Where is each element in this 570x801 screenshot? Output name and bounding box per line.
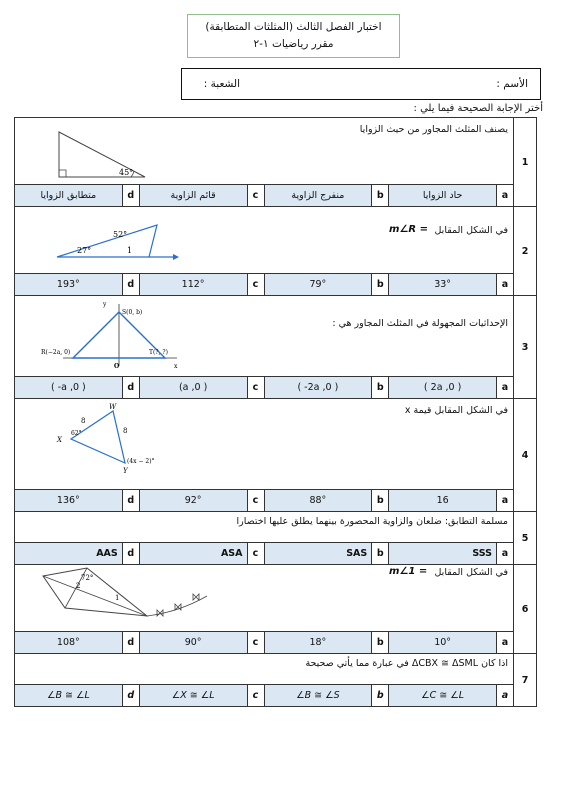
options-row bbox=[15, 185, 537, 207]
option-letter: a bbox=[496, 685, 513, 706]
option-c[interactable]: 92° bbox=[139, 490, 247, 511]
exam-subtitle: مقرر رياضيات ١-٢ bbox=[253, 38, 334, 50]
question-text: اذا كان ΔCBX ≅ ΔSML في عبارة مما يأتي صحيحة bbox=[305, 658, 508, 669]
question-text: الإحداثيات المجهولة في المثلث المجاور هي : bbox=[332, 318, 508, 329]
question-text: يصنف المثلث المجاور من حيث الزوايا bbox=[359, 124, 508, 135]
option-d[interactable]: 193° bbox=[15, 274, 122, 295]
instructions: أختر الإجابة الصحيحة فيما يلي : bbox=[413, 103, 543, 114]
exam-header bbox=[187, 14, 400, 58]
option-a[interactable]: 16 bbox=[388, 490, 496, 511]
point-label: R(−2a, 0) bbox=[41, 349, 71, 356]
kite-figure bbox=[29, 566, 219, 630]
axis-label: y bbox=[103, 301, 107, 308]
angle-label: 52° bbox=[113, 230, 128, 239]
option-letter: d bbox=[122, 632, 139, 653]
option-letter: a bbox=[496, 185, 513, 206]
option-letter: d bbox=[122, 377, 139, 398]
option-letter: b bbox=[371, 274, 388, 295]
options-row bbox=[15, 543, 537, 565]
question-4-content bbox=[15, 399, 514, 490]
options-row bbox=[15, 377, 537, 399]
option-letter: c bbox=[247, 632, 264, 653]
question-number: 3 bbox=[514, 296, 537, 399]
option-c[interactable]: ∠X ≅ ∠L bbox=[139, 685, 247, 706]
option-d[interactable]: متطابق الزوايا bbox=[15, 185, 122, 206]
question-text: في الشكل المقابل bbox=[434, 225, 508, 236]
angle-label: 27° bbox=[77, 246, 92, 255]
point-label: T(?, ?) bbox=[149, 349, 168, 356]
question-number: 6 bbox=[514, 565, 537, 654]
option-d[interactable]: ( -a ,0 ) bbox=[15, 377, 122, 398]
angle-label: 62° bbox=[71, 430, 82, 437]
option-letter: c bbox=[247, 543, 264, 564]
option-d[interactable]: ∠B ≅ ∠L bbox=[15, 685, 122, 706]
question-number: 1 bbox=[514, 118, 537, 207]
question-number: 5 bbox=[514, 512, 537, 565]
question-2-content bbox=[15, 207, 514, 274]
triangle-figure bbox=[53, 401, 183, 481]
option-c[interactable]: 90° bbox=[139, 632, 247, 653]
option-letter: b bbox=[371, 632, 388, 653]
angle-label: 45° bbox=[119, 168, 134, 177]
option-letter: b bbox=[371, 377, 388, 398]
section-label: الشعبة : bbox=[203, 78, 240, 90]
option-letter: b bbox=[371, 685, 388, 706]
options-row bbox=[15, 632, 537, 654]
option-letter: a bbox=[496, 274, 513, 295]
option-letter: b bbox=[371, 490, 388, 511]
option-a[interactable]: 10° bbox=[388, 632, 496, 653]
question-3-content bbox=[15, 296, 514, 377]
side-label: 8 bbox=[123, 427, 128, 435]
option-letter: c bbox=[247, 185, 264, 206]
options-row bbox=[15, 274, 537, 296]
option-letter: c bbox=[247, 490, 264, 511]
exam-title: اختبار الفصل الثالث (المثلثات المتطابقة) bbox=[205, 21, 382, 33]
question-2 bbox=[15, 207, 537, 274]
option-a[interactable]: 33° bbox=[388, 274, 496, 295]
option-letter: a bbox=[496, 543, 513, 564]
question-3 bbox=[15, 296, 537, 377]
question-number: 7 bbox=[514, 654, 537, 707]
question-6 bbox=[15, 565, 537, 632]
option-b[interactable]: SAS bbox=[264, 543, 372, 564]
angle-label: 2 bbox=[76, 582, 81, 590]
question-6-content bbox=[15, 565, 514, 632]
option-letter: a bbox=[496, 632, 513, 653]
question-4 bbox=[15, 399, 537, 490]
option-d[interactable]: 136° bbox=[15, 490, 122, 511]
option-d[interactable]: AAS bbox=[15, 543, 122, 564]
option-letter: a bbox=[496, 490, 513, 511]
option-letter: b bbox=[371, 185, 388, 206]
option-letter: d bbox=[122, 543, 139, 564]
question-1 bbox=[15, 118, 537, 185]
question-text: في الشكل المقابل bbox=[434, 567, 508, 578]
question-7 bbox=[15, 654, 537, 685]
question-expression: m∠R = bbox=[389, 224, 428, 235]
option-c[interactable]: (a ,0 ) bbox=[139, 377, 247, 398]
option-d[interactable]: 108° bbox=[15, 632, 122, 653]
option-a[interactable]: SSS bbox=[388, 543, 496, 564]
option-c[interactable]: 112° bbox=[139, 274, 247, 295]
side-label: 8 bbox=[81, 417, 86, 425]
vertex-label: X bbox=[57, 436, 62, 444]
angle-label: 72° bbox=[81, 574, 94, 582]
point-label: S(0, b) bbox=[122, 309, 143, 316]
name-label: الأسم : bbox=[496, 78, 528, 90]
questions-table bbox=[14, 117, 537, 707]
option-a[interactable]: ( 2a ,0 ) bbox=[388, 377, 496, 398]
option-letter: a bbox=[496, 377, 513, 398]
angle-expression: (4x − 2)° bbox=[127, 458, 155, 465]
vertex-label: Y bbox=[123, 467, 128, 475]
origin-label: O bbox=[114, 363, 120, 370]
option-b[interactable]: ( -2a ,0 ) bbox=[264, 377, 372, 398]
right-triangle-figure bbox=[49, 124, 159, 184]
option-letter: d bbox=[122, 185, 139, 206]
option-b[interactable]: منفرج الزاوية bbox=[264, 185, 372, 206]
question-5 bbox=[15, 512, 537, 543]
option-b[interactable]: ∠B ≅ ∠S bbox=[264, 685, 372, 706]
vertex-label: W bbox=[109, 403, 117, 411]
student-info-box bbox=[181, 68, 541, 100]
option-b[interactable]: 88° bbox=[264, 490, 372, 511]
option-letter: c bbox=[247, 274, 264, 295]
option-letter: d bbox=[122, 274, 139, 295]
angle-label: 1 bbox=[115, 594, 120, 602]
option-c[interactable]: قائم الزاوية bbox=[139, 185, 247, 206]
option-letter: c bbox=[247, 377, 264, 398]
option-c[interactable]: ASA bbox=[139, 543, 247, 564]
coordinate-figure bbox=[41, 298, 181, 374]
options-row bbox=[15, 685, 537, 707]
option-letter: d bbox=[122, 490, 139, 511]
option-b[interactable]: 18° bbox=[264, 632, 372, 653]
option-letter: b bbox=[371, 543, 388, 564]
option-b[interactable]: 79° bbox=[264, 274, 372, 295]
question-text: في الشكل المقابل قيمة x bbox=[404, 405, 508, 416]
option-a[interactable]: حاد الزوايا bbox=[388, 185, 496, 206]
option-a[interactable]: ∠C ≅ ∠L bbox=[388, 685, 496, 706]
angle-label: 1 bbox=[127, 246, 133, 255]
question-7-content bbox=[15, 654, 514, 685]
question-5-content bbox=[15, 512, 514, 543]
question-1-content bbox=[15, 118, 514, 185]
triangle-figure bbox=[49, 213, 189, 269]
question-number: 2 bbox=[514, 207, 537, 296]
option-letter: c bbox=[247, 685, 264, 706]
question-text: مسلمة التطابق: ضلعان والزاوية المحصورة بينهما يطلق عليها اختصارا bbox=[236, 516, 508, 527]
question-expression: m∠1 = bbox=[389, 566, 428, 577]
axis-label: x bbox=[174, 363, 178, 370]
option-letter: d bbox=[122, 685, 139, 706]
question-number: 4 bbox=[514, 399, 537, 512]
options-row bbox=[15, 490, 537, 512]
